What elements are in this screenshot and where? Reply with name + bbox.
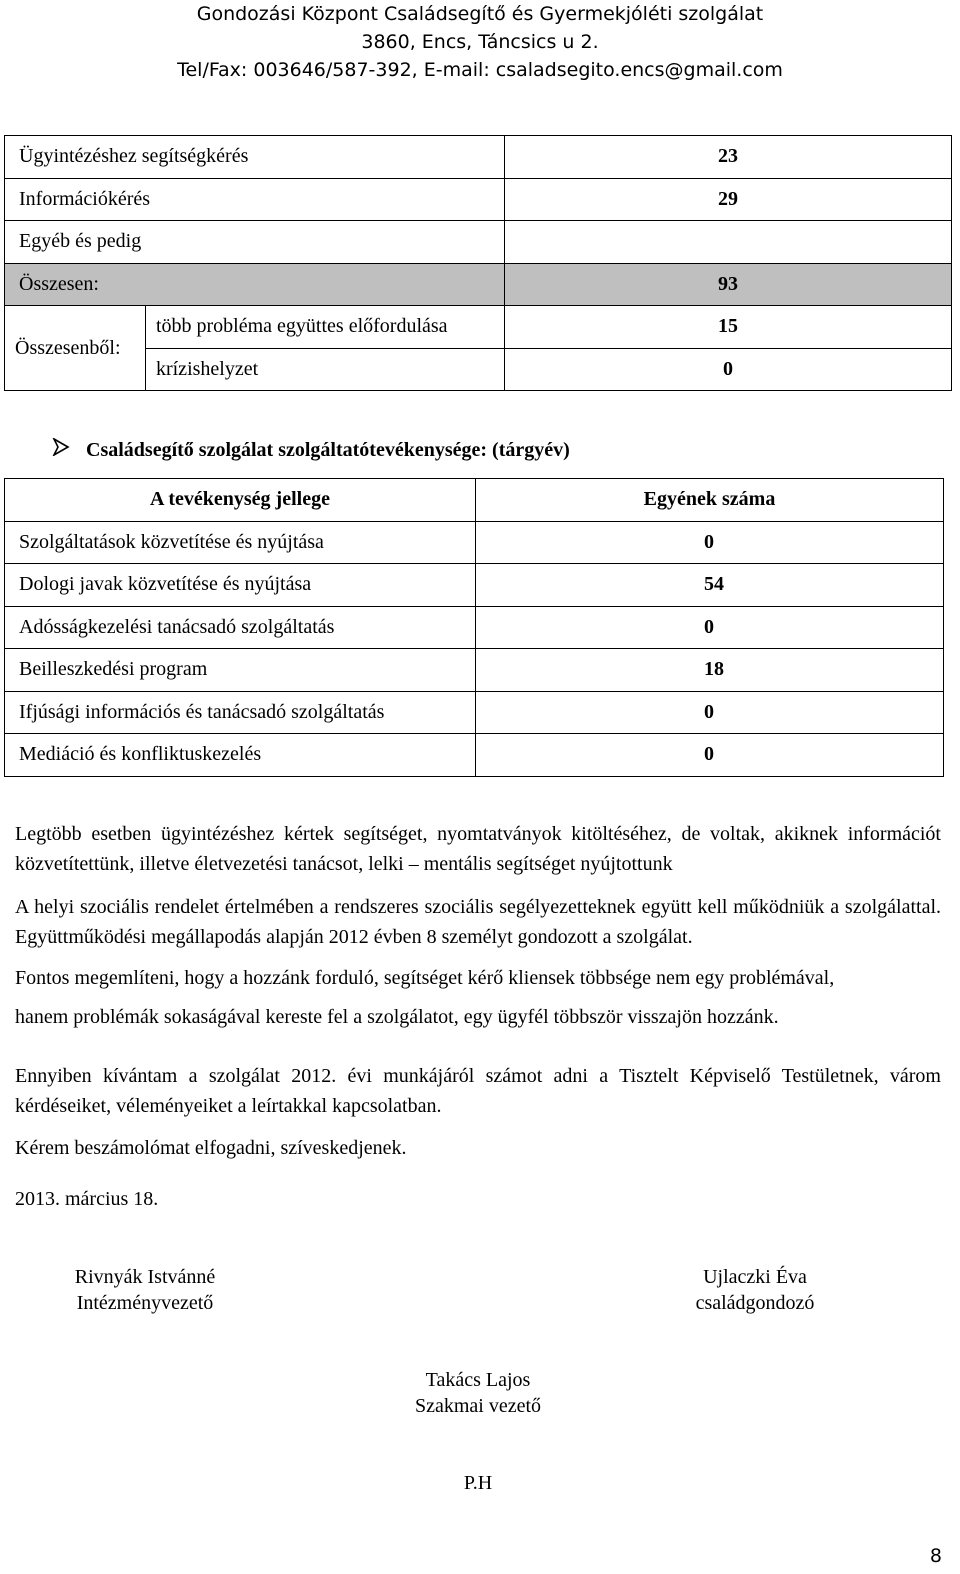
breakdown-item-label: több probléma együttes előfordulása — [145, 306, 504, 349]
col-header-count: Egyének száma — [476, 479, 944, 522]
table-row — [5, 606, 944, 649]
row-value: 18 — [476, 649, 944, 692]
letterhead-org: Gondozási Központ Családsegítő és Gyermekjóléti szolgálat — [196, 3, 764, 25]
section-heading — [52, 435, 570, 465]
row-label: Információkérés — [5, 178, 505, 221]
signature-right — [650, 1264, 860, 1316]
signatory-name: Ujlaczki Éva — [703, 1266, 807, 1288]
paragraph-1: Legtöbb esetben ügyintézéshez kértek segítséget, nyomtatványok kitöltéséhez, de voltak, akiknek információt közvetítettünk, illetve életvezetési tanácsot, lelki – mentális segítséget nyújtottunk — [15, 823, 941, 875]
document-date: 2013. március 18. — [15, 1188, 159, 1210]
section-heading-text: Családsegítő szolgálat szolgáltatótevékenysége: (tárgyév) — [86, 439, 570, 461]
breakdown-item-label: krízishelyzet — [145, 348, 504, 391]
letterhead-contact: Tel/Fax: 003646/587-392, E-mail: csaladsegito.encs@gmail.com — [177, 59, 783, 81]
row-label: Adósságkezelési tanácsadó szolgáltatás — [5, 606, 476, 649]
paragraph-5: Kérem beszámolómat elfogadni, szíveskedjenek. — [15, 1137, 407, 1159]
paragraph-3b: hanem problémák sokaságával kereste fel a szolgálatot, egy ügyfél többször visszajön hozzánk. — [15, 1006, 779, 1028]
services-table — [4, 478, 944, 777]
row-value: 0 — [476, 606, 944, 649]
total-row — [5, 263, 952, 306]
signatory-role: Szakmai vezető — [414, 1395, 542, 1417]
col-header-activity: A tevékenység jellege — [5, 479, 476, 522]
row-label: Mediáció és konfliktuskezelés — [5, 734, 476, 777]
row-value: 0 — [476, 691, 944, 734]
total-label: Összesen: — [5, 263, 505, 306]
row-value: 0 — [476, 521, 944, 564]
breakdown-item-value: 0 — [505, 348, 952, 391]
table-row — [5, 521, 944, 564]
table-row — [5, 691, 944, 734]
row-value: 0 — [476, 734, 944, 777]
breakdown-label: Összesenből: — [5, 306, 146, 391]
page-number: 8 — [929, 1545, 942, 1567]
total-value: 93 — [505, 263, 952, 306]
row-value — [505, 221, 952, 264]
row-value: 54 — [476, 564, 944, 607]
letterhead-address: 3860, Encs, Táncsics u 2. — [361, 31, 599, 53]
table-row — [5, 564, 944, 607]
stamp-initials: P.H — [463, 1472, 493, 1494]
table-row — [5, 306, 952, 349]
row-label: Beilleszkedési program — [5, 649, 476, 692]
arrow-bullet-icon — [52, 435, 86, 465]
breakdown-item-value: 15 — [505, 306, 952, 349]
signature-center — [373, 1367, 583, 1419]
paragraph-2: A helyi szociális rendelet értelmében a rendszeres szociális segélyezetteknek együtt kell működniük a szolgálattal. Együttműködési megállapodás alapján 2012 évben 8 személyt gondozott a szolgálat. — [15, 896, 941, 948]
table-row — [5, 221, 952, 264]
signatory-role: Intézményvezető — [76, 1292, 214, 1314]
table-row — [5, 136, 952, 179]
table-row — [5, 178, 952, 221]
row-value: 29 — [505, 178, 952, 221]
row-value: 23 — [505, 136, 952, 179]
table-row — [5, 649, 944, 692]
row-label: Dologi javak közvetítése és nyújtása — [5, 564, 476, 607]
paragraph-3a: Fontos megemlíteni, hogy a hozzánk forduló, segítséget kérő kliensek többsége nem egy problémával, — [15, 967, 835, 989]
table-row — [5, 348, 952, 391]
table-header-row — [5, 479, 944, 522]
row-label: Ifjúsági információs és tanácsadó szolgáltatás — [5, 691, 476, 734]
row-label: Egyéb és pedig — [5, 221, 505, 264]
signatory-role: családgondozó — [695, 1292, 815, 1314]
request-types-table — [4, 135, 952, 391]
signatory-name: Rivnyák Istvánné — [74, 1266, 216, 1288]
table-row — [5, 734, 944, 777]
row-label: Ügyintézéshez segítségkérés — [5, 136, 505, 179]
signatory-name: Takács Lajos — [425, 1369, 531, 1391]
row-label: Szolgáltatások közvetítése és nyújtása — [5, 521, 476, 564]
paragraph-4: Ennyiben kívántam a szolgálat 2012. évi munkájáról számot adni a Tisztelt Képviselő Testületnek, várom kérdéseiket, véleményeiket a leírtakkal kapcsolatban. — [15, 1065, 941, 1117]
letterhead — [0, 0, 960, 84]
signature-left — [40, 1264, 250, 1316]
